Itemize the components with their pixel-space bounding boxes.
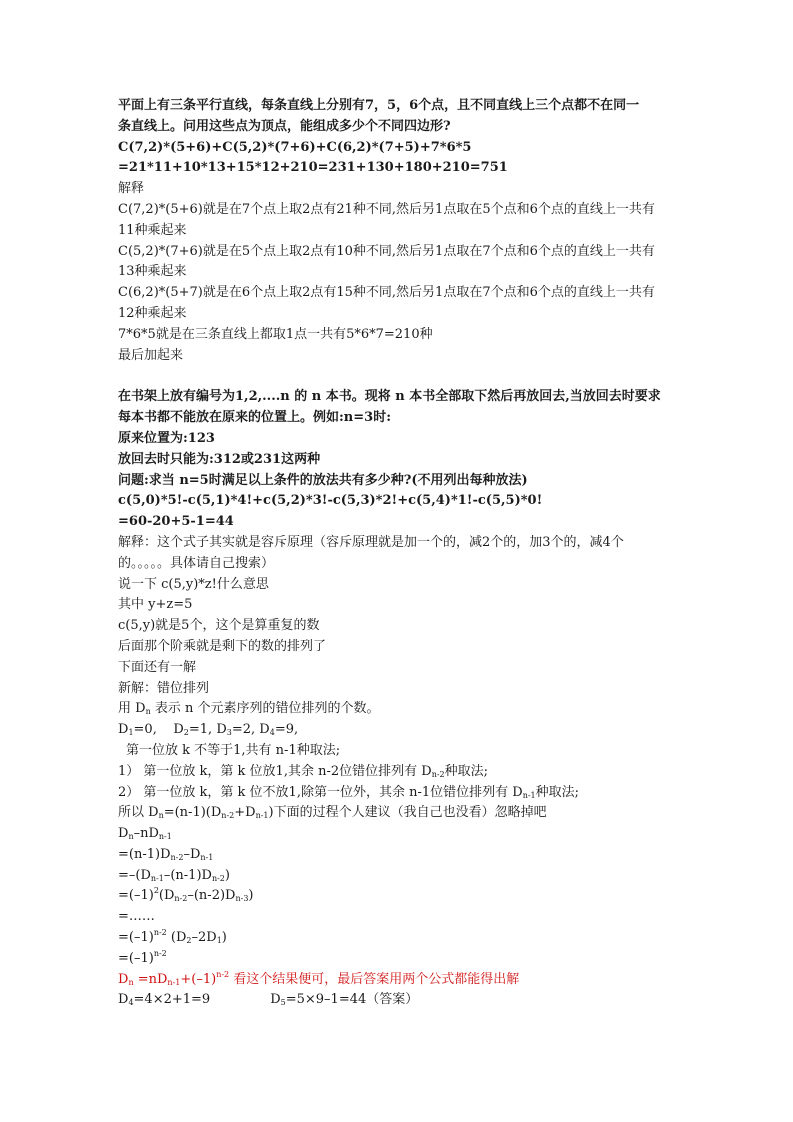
explanation4: 7*6*5就是在三条直线上都取1点一共有5*6*7=210种 <box>118 326 433 342</box>
explanation3-line1: C(6,2)*(5+7)就是在6个点上取2点有15种不同,然后另1点取在7个点和6个点的直线上一共有 <box>118 285 655 301</box>
problem2-line1: 在书架上放有编号为1,2,....n 的 n 本书。现将 n 本书全部取下然后再放回去,当放回去时要求 <box>118 389 661 405</box>
final-note: 看这个结果便可，最后答案用两个公式都能得出解 <box>229 971 520 987</box>
answer-line8: 新解：错位排列 <box>118 680 210 696</box>
answer-line4: 其中 y+z=5 <box>118 597 193 613</box>
d1-value: $D_1=0$, <box>118 722 157 738</box>
derivation-step5: =…… <box>118 909 155 925</box>
answer-d4: $D_4=4\times 2+1=9$ <box>118 992 211 1008</box>
explanation1-line1: C(7,2)*(5+6)就是在7个点上取2点有21种不同,然后另1点取在5个点和6个点的直线上一共有 <box>118 201 655 217</box>
problem2-question: 问题:求当 n=5时满足以上条件的放法共有多少种?(不用列出每种放法) <box>118 472 528 488</box>
recurrence: 所以 $D_n=(n-1)(D_{n-2}+D_{n-1})$下面的过程个人建议（我自己也没看）忽略掉吧 <box>118 805 547 821</box>
final-answers <box>118 990 678 1011</box>
section-gap <box>118 366 678 387</box>
problem1-formula1: C(7,2)*(5+6)+C(5,2)*(7+6)+C(6,2)*(7+5)+7*6*5 <box>118 139 472 155</box>
answer-line3: 说一下 c(5,y)*z!什么意思 <box>118 576 269 592</box>
explanation-title: 解释 <box>118 181 145 197</box>
derivation-step7: $=(-1)^{n-2}$ <box>118 948 167 966</box>
case2: 2） 第一位放 k，第 k 位不放1,除第一位外，其余 n-1位错位排列有 $D_{n-1}$种取法; <box>118 784 580 800</box>
document-body <box>118 96 678 1011</box>
problem2-returned: 放回去时只能为:312或231这两种 <box>118 451 321 467</box>
explanation2-line1: C(5,2)*(7+6)就是在5个点上取2点有10种不同,然后另1点取在7个点和6个点的直线上一共有 <box>118 243 655 259</box>
derivation-step4: $=(-1)^2(D_{n-2}-(n-2)D_{n-3})$ <box>118 886 254 904</box>
derangement-values <box>118 720 678 741</box>
explanation1-line2: 11种乘起来 <box>118 222 187 238</box>
final-formula-red: $D_n =nD_{n-1}+(-1)^{n-2}$ <box>118 969 230 987</box>
answer-line2: 的。。。。。具体请自己搜索） <box>118 555 275 571</box>
problem1-line2: 条直线上。问用这些点为顶点，能组成多少个不同四边形? <box>118 118 451 134</box>
d3-value: $D_3=2$, <box>216 722 260 738</box>
problem2-line2: 每本书都不能放在原来的位置上。例如:n=3时: <box>118 410 391 426</box>
case-intro: 第一位放 k 不等于1,共有 n-1种取法; <box>126 742 341 758</box>
d4-value: $D_4=9$, <box>259 722 299 738</box>
problem2-formula2: =60-20+5-1=44 <box>118 514 234 530</box>
derivation-step2: $=(n-1)D_{n-2}-D_{n-1}$ <box>118 846 214 862</box>
explanation5: 最后加起来 <box>118 347 184 363</box>
derivation-step3: $=-(D_{n-1}-(n-1)D_{n-2})$ <box>118 867 230 883</box>
case1: 1） 第一位放 k，第 k 位放1,其余 n-2位错位排列有 $D_{n-2}$种取法; <box>118 763 489 779</box>
answer-line5: c(5,y)就是5个，这个是算重复的数 <box>118 618 320 634</box>
d2-value: $D_2=1$, <box>173 722 217 738</box>
answer-line7: 下面还有一解 <box>118 659 197 675</box>
final-formula <box>118 970 678 991</box>
problem2-original: 原来位置为:123 <box>118 430 215 446</box>
derangement-definition: 用 $D_n$ 表示 n 个元素序列的错位排列的个数。 <box>118 701 380 717</box>
derivation-step1: $D_n-nD_{n-1}$ <box>118 826 172 842</box>
answer-d5: $D_5=5\times 9-1=44$（答案） <box>270 992 419 1008</box>
explanation3-line2: 12种乘起来 <box>118 305 187 321</box>
answer-line1: 解释：这个式子其实就是容斥原理（容斥原理就是加一个的，减2个的，加3个的，减4个 <box>118 534 624 550</box>
derivation-step6: $=(-1)^{n-2}$ $(D_2-2D_1)$ <box>118 928 227 946</box>
problem1-line1: 平面上有三条平行直线，每条直线上分别有7，5，6个点，且不同直线上三个点都不在同一 <box>118 98 640 113</box>
answer-line6: 后面那个阶乘就是剩下的数的排列了 <box>118 638 327 654</box>
explanation2-line2: 13种乘起来 <box>118 264 187 280</box>
problem1-formula2: =21*11+10*13+15*12+210=231+130+180+210=751 <box>118 160 508 176</box>
problem2-formula1: c(5,0)*5!-c(5,1)*4!+c(5,2)*3!-c(5,3)*2!+c(5,4)*1!-c(5,5)*0! <box>118 493 543 509</box>
